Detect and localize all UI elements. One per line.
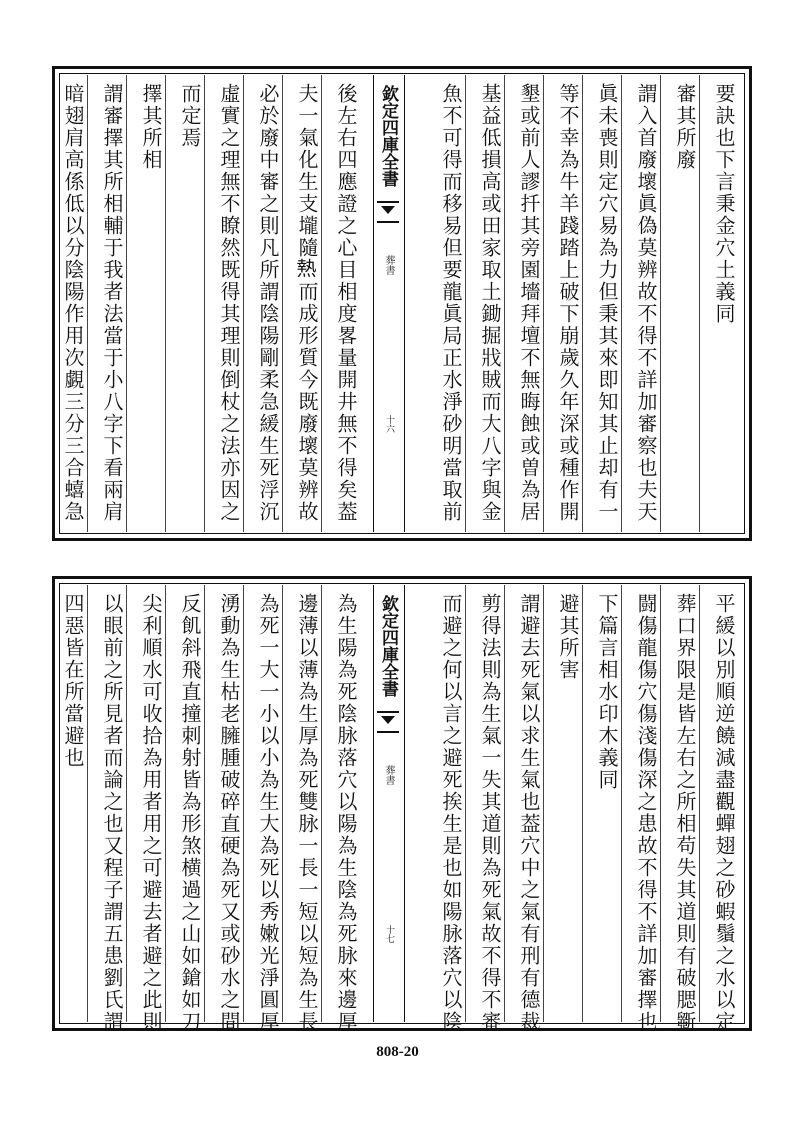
- text-column: 等不幸為牛羊踐踏上破下崩歲久年深或種作開: [556, 83, 580, 523]
- center-page-number: 十六: [384, 415, 394, 433]
- page-number: 808-20: [376, 1044, 419, 1060]
- text-column: 基益低損高或田家取土鋤掘戕賊而大八字與金: [478, 83, 502, 523]
- center-page-number: 十七: [384, 925, 394, 943]
- text-column: 而避之何以言之避死挨生是也如陽脉落穴以陰: [439, 593, 463, 1033]
- text-column: 下篇言相水印木義同: [595, 593, 619, 791]
- text-column: 為死一大一小以小為生大為死以秀嫩光淨圓厚: [256, 593, 280, 1033]
- text-column: 四惡皆在所當避也: [61, 593, 85, 769]
- center-strip: [373, 75, 405, 532]
- text-column: 謂審擇其所相輔于我者法當于小八字下看兩肩: [100, 83, 124, 523]
- text-column: 尖利順水可收拾為用者用之可避去者避之此則: [139, 593, 163, 1033]
- text-column: 後左右四應證之心目相度畧量開井無不得矣葢: [334, 83, 358, 523]
- fishtail-mark-icon: [377, 711, 399, 733]
- text-column: 魚不可得而移易但要龍眞局正水淨砂明當取前: [439, 83, 463, 523]
- center-subtitle: 葬書: [383, 765, 394, 785]
- center-strip: [373, 585, 405, 1022]
- text-column: 邊薄以薄為生厚為死雙脉一長一短以短為生長: [295, 593, 319, 1033]
- center-title: 欽定四庫全書: [378, 595, 398, 697]
- text-column: 謂避去死氣以求生氣也葢穴中之氣有刑有德裁: [517, 593, 541, 1033]
- bottom-page-panel: [52, 576, 752, 1031]
- text-column: 為生陽為死陰脉落穴以陽為生陰為死脉來邊厚: [334, 593, 358, 1033]
- top-page-panel: [52, 66, 752, 541]
- text-column: 避其所害: [556, 593, 580, 681]
- text-column: 要訣也下言秉金穴土義同: [712, 83, 736, 325]
- text-column: 平緩以別順逆饒減盡觀蟬翅之砂蝦鬚之水以定: [712, 593, 736, 1033]
- text-column: 而定焉: [178, 83, 202, 149]
- center-subtitle: 葬書: [383, 255, 394, 275]
- text-column: 夫一氣化生支壠隨𤍠而成形質今既廢壞莫辨故: [295, 83, 319, 523]
- text-column: 湧動為生枯老臃腫破碎直硬為死又或砂水之間: [217, 593, 241, 1033]
- text-column: 眞未喪則定穴易為力但秉其來即知其止却有一: [595, 83, 619, 523]
- text-column: 審其所廢: [673, 83, 697, 171]
- text-column: 虛實之理無不瞭然既得其理則倒杖之法亦因之: [217, 83, 241, 523]
- text-column: 闘傷龍傷穴傷淺傷深之患故不得不詳加審擇也: [634, 593, 658, 1033]
- text-column: 必於廢中審之則凡所謂陰陽剛柔急緩生死浮沉: [256, 83, 280, 523]
- center-title: 欽定四庫全書: [378, 85, 398, 187]
- text-column: 謂入首廢壞眞偽莫辨故不得不詳加審察也夫天: [634, 83, 658, 523]
- text-column: 墾或前人謬扦其旁園墻拜壇不無晦蝕或曽為居: [517, 83, 541, 523]
- fishtail-mark-icon: [377, 201, 399, 223]
- text-column: 剪得法則為生氣一失其道則為死氣故不得不審: [478, 593, 502, 1033]
- text-column: 以眼前之所見者而論之也又程子謂五患劉氏謂: [100, 593, 124, 1033]
- text-column: 擇其所相: [139, 83, 163, 171]
- text-column: 暗翅肩高係低以分陰陽作用次覷三分三合蟢急: [61, 83, 85, 523]
- text-column: 葬口界限是皆左右之所相苟失其道則有破腮斵: [673, 593, 697, 1033]
- text-column: 反飢斜飛直撞刺射皆為形煞横過之山如鎗如刀: [178, 593, 202, 1033]
